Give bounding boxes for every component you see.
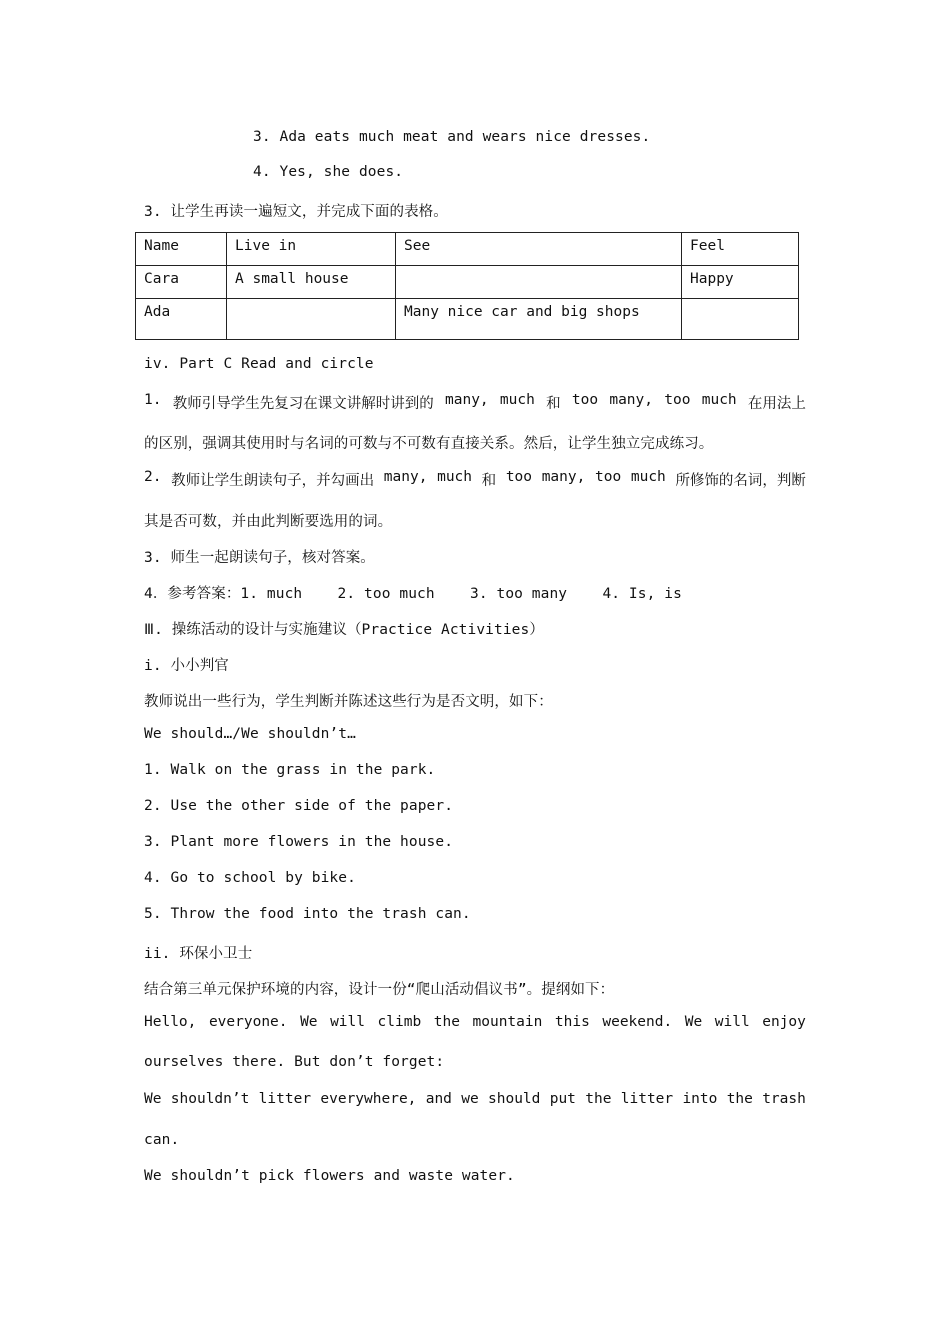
word: 2. (144, 469, 162, 485)
numbered-line-4: 4. Yes, she does. (253, 164, 404, 180)
header-cell: See (396, 233, 682, 266)
word: put (549, 1091, 576, 1107)
task-3-instruction: 3. 让学生再读一遍短文，并完成下面的表格。 (144, 204, 448, 220)
letter-line-2: ourselves there. But don’t forget: (144, 1054, 445, 1070)
word: 所修饰的名词，判断 (675, 473, 806, 489)
word: litter (620, 1091, 674, 1107)
word: shouldn’t (170, 1091, 250, 1107)
list-item: 4. Go to school by bike. (144, 870, 356, 886)
table-cell: Cara (136, 266, 227, 299)
reference-answers: 4．参考答案：1. much 2. too much 3. too many 4. Is, is (144, 586, 682, 602)
word: much (437, 469, 473, 485)
letter-line-5: We shouldn’t pick flowers and waste water. (144, 1168, 515, 1184)
letter-line-4: can. (144, 1132, 180, 1148)
word: into (682, 1091, 718, 1107)
list-item: 2. Use the other side of the paper. (144, 798, 454, 814)
letter-line-3 (144, 1091, 806, 1107)
word: many, (445, 392, 489, 408)
word: litter (258, 1091, 312, 1107)
list-item: 5. Throw the food into the trash can. (144, 906, 471, 922)
word: we (461, 1091, 479, 1107)
word: much (701, 392, 737, 408)
table-cell (396, 266, 682, 299)
paragraph-3: 3. 师生一起朗读句子，核对答案。 (144, 550, 375, 566)
word: mountain (472, 1014, 543, 1030)
table-cell: Many nice car and big shops (396, 299, 682, 340)
paragraph-2-line-2: 其是否可数，并由此判断要选用的词。 (144, 514, 393, 530)
part-c-heading: iv. Part C Read and circle (144, 356, 374, 372)
word: too (664, 392, 691, 408)
word: We (144, 1091, 162, 1107)
word: 在用法上 (747, 396, 806, 412)
word: 1. (144, 392, 162, 408)
paragraph-1-line-2: 的区别，强调其使用时与名词的可数与不可数有直接关系。然后，让学生独立完成练习。 (144, 436, 714, 452)
table-cell: A small house (227, 266, 396, 299)
word: many, (541, 469, 586, 485)
word: 教师让学生朗读句子，并勾画出 (171, 473, 375, 489)
paragraph-1-line-1 (144, 392, 806, 413)
reading-table (135, 232, 799, 340)
word: 和 (546, 396, 561, 412)
word: will (330, 1014, 365, 1030)
list-item: 3. Plant more flowers in the house. (144, 834, 454, 850)
word: the (433, 1014, 460, 1030)
word: and (425, 1091, 452, 1107)
word: should (488, 1091, 541, 1107)
word: We (684, 1014, 703, 1030)
table-cell (227, 299, 396, 340)
word: trash (762, 1091, 806, 1107)
subsection-ii-intro: 结合第三单元保护环境的内容，设计一份“爬山活动倡议书”。提纲如下： (144, 982, 615, 998)
table-cell: Happy (682, 266, 799, 299)
word: weekend. (602, 1014, 673, 1030)
word: many, (609, 392, 653, 408)
word: much (630, 469, 666, 485)
subsection-i-intro: 教师说出一些行为，学生判断并陈述这些行为是否文明，如下： (144, 694, 553, 710)
list-item: 1. Walk on the grass in the park. (144, 762, 436, 778)
word: too (595, 469, 622, 485)
subsection-ii-heading: ii. 环保小卫士 (144, 946, 253, 962)
word: much (499, 392, 535, 408)
word: everywhere, (320, 1091, 417, 1107)
word: Hello, (144, 1014, 197, 1030)
sentence-pattern: We should…/We shouldn’t… (144, 726, 356, 742)
word: climb (377, 1014, 422, 1030)
word: many, (383, 469, 428, 485)
letter-line-1 (144, 1014, 806, 1030)
header-cell: Name (136, 233, 227, 266)
word: too (571, 392, 599, 408)
paragraph-2-line-1 (144, 469, 806, 490)
word: this (554, 1014, 590, 1030)
numbered-line-3: 3. Ada eats much meat and wears nice dresses. (253, 129, 651, 145)
subsection-i-heading: i. 小小判官 (144, 658, 229, 674)
section-3-heading: Ⅲ. 操练活动的设计与实施建议（Practice Activities） (144, 622, 544, 638)
word: the (726, 1091, 753, 1107)
word: 教师引导学生先复习在课文讲解时讲到的 (172, 396, 434, 412)
word: the (585, 1091, 612, 1107)
table-cell (682, 299, 799, 340)
table-cell: Ada (136, 299, 227, 340)
word: 和 (481, 473, 497, 489)
word: everyone. (208, 1014, 288, 1030)
header-cell: Feel (682, 233, 799, 266)
header-cell: Live in (227, 233, 396, 266)
word: will (714, 1014, 750, 1030)
word: too (505, 469, 533, 485)
word: We (300, 1014, 318, 1030)
word: enjoy (762, 1014, 806, 1030)
